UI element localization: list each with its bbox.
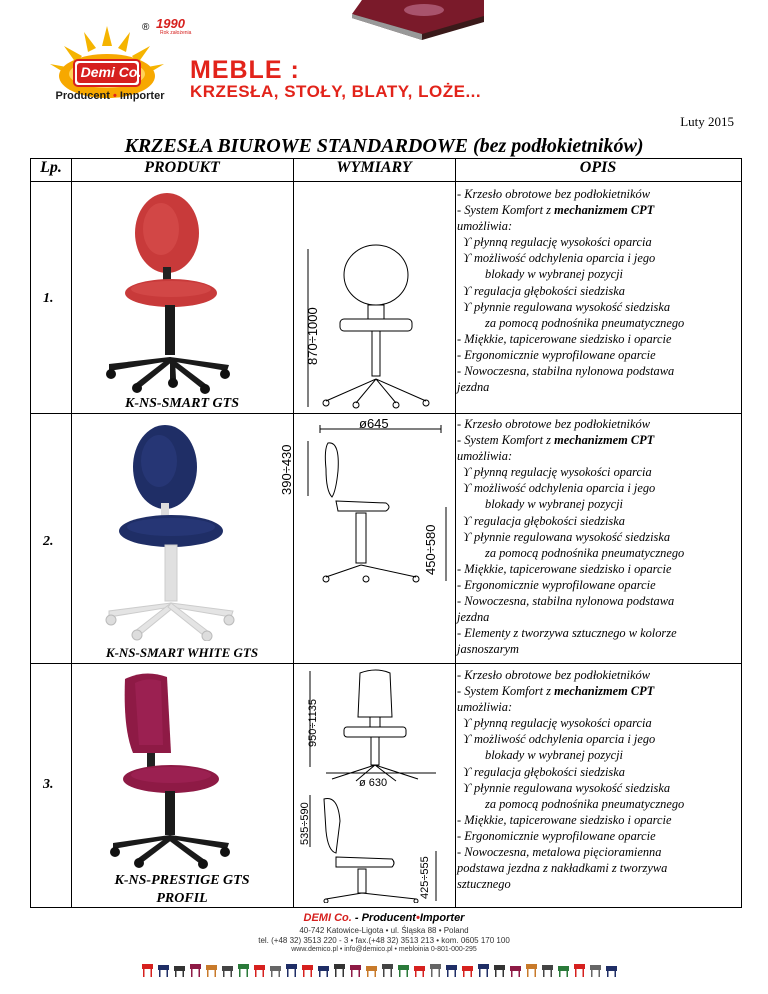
chair-smart-white-image (99, 421, 239, 641)
registered-mark: ® (142, 22, 150, 33)
prestige-width-dim: ø 630 (359, 777, 388, 789)
footer-address: 40-742 Katowice-Ligota • ul. Śląska 88 • Poland (299, 926, 469, 935)
document-date: Luty 2015 (680, 114, 734, 129)
row-3-description: - Krzesło obrotowe bez podłokietników - System Komfort z mechanizmem CPT umożliwia: ϒ płynną regulację wysokości oparcia ϒ możliwość odchylenia oparcia i jego blokady w wybranej pozycji ϒ regulacja głębokości siedziska ϒ płynnie regulowana wysokość siedziska za pomocą podnośnika pneumatycznego - Miękkie, tapicerowane siedzisko i oparcie - Ergonomicznie wyprofilowane oparcie - Nowoczesna, metalowa pięcioramienna podstawa jezdna z nakładkami z tworzywa sztucznego (457, 668, 685, 892)
row-1-description: - Krzesło obrotowe bez podłokietników - System Komfort z mechanizmem CPT umożliwia: ϒ płynną regulację wysokości oparcia ϒ możliwość odchylenia oparcia i jego blokady w wybranej pozycji ϒ regulacja głębokości siedziska ϒ płynnie regulowana wysokość siedziska za pomocą podnośnika pneumatycznego - Miękkie, tapicerowane siedzisko i oparcie - Ergonomicznie wyprofilowane oparcie - Nowoczesna, stabilna nylonowa podstawa jezdna (457, 187, 685, 395)
row-2-lp: 2. (43, 534, 54, 549)
furniture-icon (190, 964, 201, 969)
footer-company: DEMI Co. - Producent•Importer (303, 912, 465, 924)
furniture-icon (238, 964, 249, 969)
furniture-icon (334, 964, 345, 969)
prestige-height-dim: 950÷1135 (307, 698, 319, 747)
row-2-description: - Krzesło obrotowe bez podłokietników - System Komfort z mechanizmem CPT umożliwia: ϒ płynną regulację wysokości oparcia ϒ możliwość odchylenia oparcia i jego blokady w wybranej pozycji ϒ regulacja głębokości siedziska ϒ płynnie regulowana wysokość siedziska za pomocą podnośnika pneumatycznego - Miękkie, tapicerowane siedzisko i oparcie - Ergonomicznie wyprofilowane oparcie - Nowoczesna, stabilna nylonowa podstawa jezdna - Elementy z tworzywa sztucznego w kolorze jasnoszarym (457, 417, 685, 657)
smart-back-dim: 390÷430 (279, 444, 294, 495)
row-3-lp: 3. (43, 777, 54, 792)
tagline-importer: Importer (119, 90, 165, 102)
prestige-front-drawing (296, 667, 451, 789)
furniture-icon (526, 964, 537, 969)
furniture-icons-strip (140, 958, 630, 980)
footer-phones: tel. (+48 32) 3513 220 - 3 • fax.(+48 32) 3513 213 • kom. 0605 170 100 (258, 936, 510, 945)
row-1-lp: 1. (43, 291, 54, 306)
row-1-product-name: K-NS-SMART GTS (125, 396, 239, 411)
chair-smart-red-image (101, 189, 231, 394)
prestige-back-dim: 535÷590 (299, 802, 311, 845)
prestige-seat-dim: 425÷555 (419, 856, 431, 899)
tagline-producer: Producent (55, 90, 110, 102)
col-dims: WYMIARY (336, 159, 412, 176)
footer-web: www.demico.pl • info@demico.pl • mebloinia 0-801-000-295 (291, 946, 477, 953)
brand-subtitle: KRZESŁA, STOŁY, BLATY, LOŻE... (190, 82, 482, 101)
founding-label: Rok założenia (160, 30, 192, 36)
product-table (30, 158, 742, 908)
furniture-icon (574, 964, 585, 969)
chair-prestige-image (105, 669, 235, 869)
col-product: PRODUKT (144, 159, 220, 176)
row-3-name-line2: PROFIL (156, 891, 208, 906)
smart-seat-dim: 450÷580 (423, 524, 438, 575)
col-desc: OPIS (579, 159, 617, 176)
furniture-icon (478, 964, 489, 969)
logo-text: Demi Co. (80, 64, 142, 80)
smart-width-dim: ø645 (359, 416, 389, 431)
tabletop-image (352, 0, 484, 40)
row-3-product-name (71, 872, 293, 908)
furniture-icon (430, 964, 441, 969)
row-2-product-name: K-NS-SMART WHITE GTS (105, 645, 259, 660)
section-title: KRZESŁA BIUROWE STANDARDOWE (bez podłokietników) (124, 135, 644, 157)
founding-year: 1990 (156, 16, 185, 31)
col-lp: Lp. (40, 159, 62, 176)
row-3-name-line1: K-NS-PRESTIGE GTS (114, 873, 250, 888)
tagline-separator: • (112, 90, 117, 102)
tagline (40, 90, 180, 102)
furniture-icon (286, 964, 297, 969)
furniture-icon (382, 964, 393, 969)
smart-height-dim: 870÷1000 (305, 307, 320, 365)
furniture-icon (142, 964, 153, 969)
brand-title: MEBLE : (190, 56, 300, 84)
